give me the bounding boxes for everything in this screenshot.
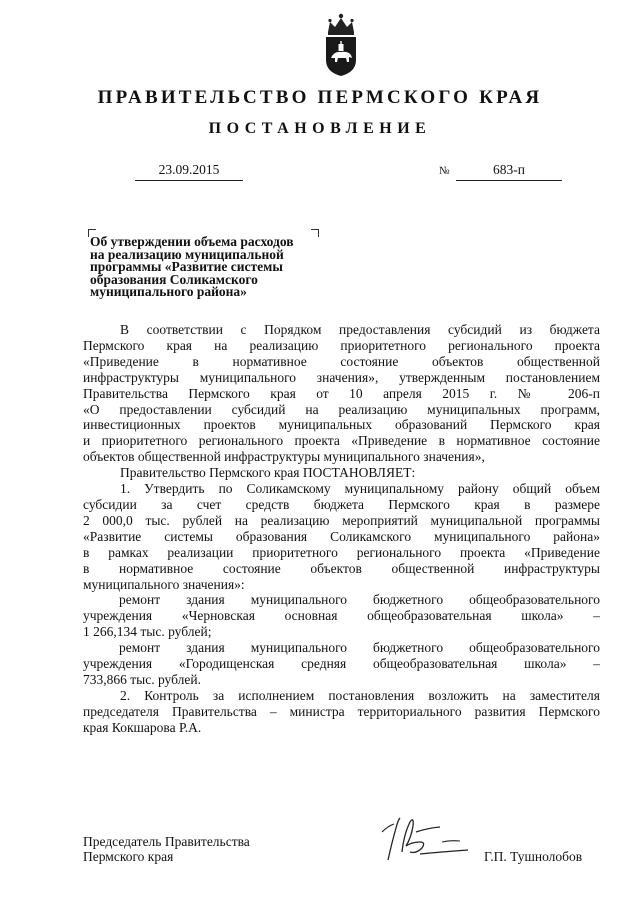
handwritten-signature xyxy=(380,812,472,862)
body-line: края Кокшарова Р.А. xyxy=(83,719,202,735)
body-line: учреждения «Черновская основная общеобразовательная школа» – xyxy=(83,608,600,624)
body-line: муниципального значения»: xyxy=(83,576,245,592)
body-line: и приоритетного регионального проекта «Приведение в нормативное состояние xyxy=(83,433,600,449)
body-line: 1 266,134 тыс. рублей; xyxy=(83,624,212,640)
body-line: Правительства Пермского края от 10 апреля 2015 г. № 206-п xyxy=(83,385,600,401)
resolution-line: Правительство Пермского края ПОСТАНОВЛЯЕТ: xyxy=(120,465,416,481)
signatory-title-line: Пермского края xyxy=(83,849,174,864)
signatory-name: Г.П. Тушнолобов xyxy=(484,849,583,864)
signatory-title-line: Председатель Правительства xyxy=(83,834,250,849)
document-type: ПОСТАНОВЛЕНИЕ xyxy=(208,120,432,137)
body-line: в нормативное состояние объектов общественной инфраструктуры xyxy=(83,560,600,576)
body-line: председателя Правительства – министра территориального развития Пермского xyxy=(83,703,600,719)
subject-line: образования Соликамского xyxy=(90,271,258,287)
subject-line: на реализацию муниципальной xyxy=(90,246,284,262)
subject-line: Об утверждении объема расходов xyxy=(90,234,294,249)
coat-of-arms-icon xyxy=(322,10,360,78)
body-line: 1. Утвердить по Соликамскому муниципальному району общий объем xyxy=(120,481,600,497)
government-title: ПРАВИТЕЛЬСТВО ПЕРМСКОГО КРАЯ xyxy=(97,87,543,108)
body-line: ремонт здания муниципального бюджетного общеобразовательного xyxy=(119,592,600,608)
subject-line: программы «Развитие системы xyxy=(90,259,283,274)
body-line: субсидии за счет средств бюджета Пермского края в размере xyxy=(83,496,600,512)
body-line: 733,866 тыс. рублей. xyxy=(83,671,201,687)
body-line: Пермского края на реализацию приоритетного регионального проекта xyxy=(83,337,600,353)
body-line: 2 000,0 тыс. рублей на реализацию мероприятий муниципальной программы xyxy=(83,512,600,528)
body-line: учреждения «Городищенская средняя общеобразовательная школа» – xyxy=(83,656,600,672)
subject-line: муниципального района» xyxy=(90,284,247,299)
body-line: 2. Контроль за исполнением постановления возложить на заместителя xyxy=(120,687,600,703)
body-line: «Развитие системы образования Соликамского муниципального района» xyxy=(83,528,600,544)
body-line: «О предоставлении субсидий на реализацию муниципальных программ, xyxy=(83,401,600,417)
number-sign: № xyxy=(439,165,450,177)
body-line: «Приведение в нормативное состояние объектов общественной xyxy=(83,353,600,369)
document-body xyxy=(83,322,600,736)
body-line: инвестиционных проектов муниципальных образований Пермского края xyxy=(83,417,600,433)
body-line: инфраструктуры муниципального значения», утвержденным постановлением xyxy=(83,369,600,385)
body-line: объектов общественной инфраструктуры муниципального значения», xyxy=(83,449,485,465)
document-date: 23.09.2015 xyxy=(135,162,243,181)
document-subject xyxy=(90,236,326,299)
signatory-title xyxy=(83,834,250,864)
document-number: 683-п xyxy=(456,162,562,181)
body-line: в рамках реализации приоритетного регионального проекта «Приведение xyxy=(83,544,600,560)
body-line: ремонт здания муниципального бюджетного общеобразовательного xyxy=(119,640,600,656)
body-line: В соответствии с Порядком предоставления субсидий из бюджета xyxy=(120,322,600,337)
